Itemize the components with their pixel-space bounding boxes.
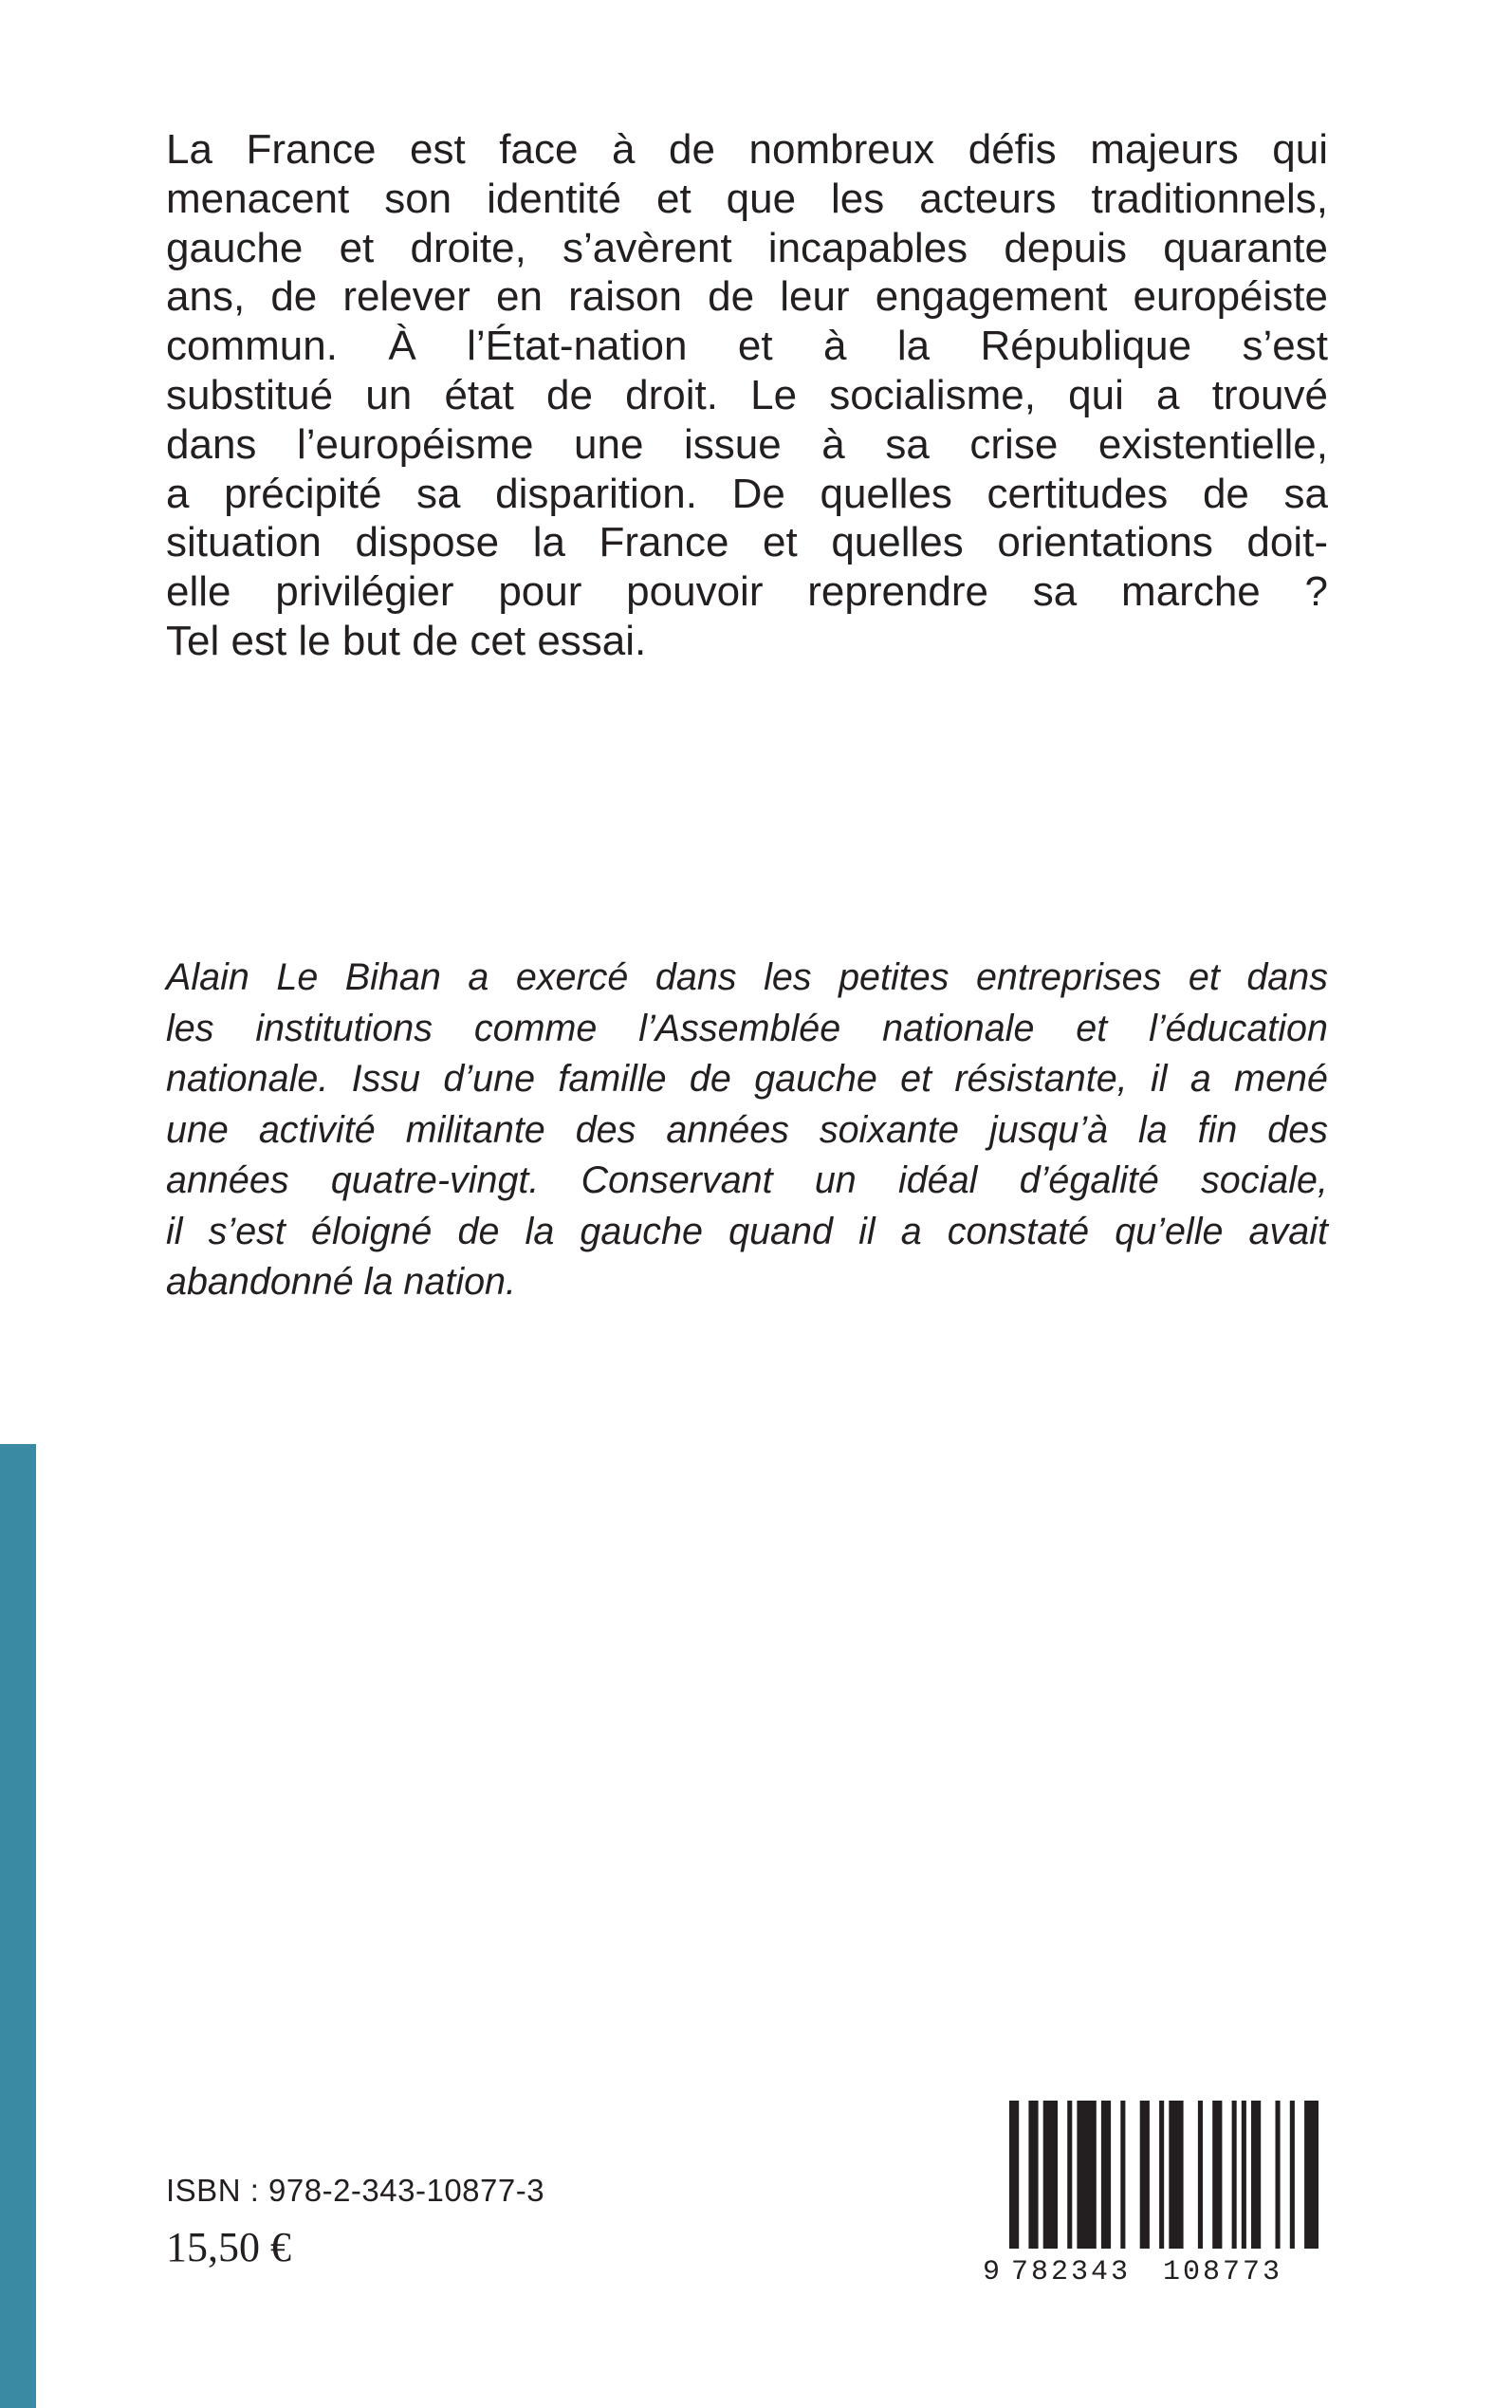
blurb-line: substitué un état de droit. Le socialisme, qui a trouvé [166,371,1328,418]
blurb-line: situation dispose la France et quelles orientations doit- [166,519,1328,566]
barcode-left-digits: 782343 [1011,2256,1132,2287]
isbn-label: ISBN : 978-2-343-10877-3 [166,2173,545,2208]
barcode-bar [1159,2101,1164,2249]
barcode-bar [1101,2101,1111,2249]
barcode-bars [1009,2101,1318,2249]
bio-line: les institutions comme l’Assemblée nationale et l’éducation [166,1007,1328,1049]
back-cover-blurb [166,125,1328,666]
cover-side-band [0,1444,36,2408]
barcode [977,2097,1318,2287]
price-label: 15,50 € [166,2224,291,2270]
barcode-bar [1043,2101,1058,2249]
bio-first-line-text: a exercé dans les petites entreprises et dans [468,956,1328,998]
barcode-bar [1242,2101,1246,2249]
barcode-bar [1077,2101,1096,2249]
bio-line: années quatre-vingt. Conservant un idéal d’égalité sociale, [166,1159,1328,1201]
blurb-line: Tel est le but de cet essai. [166,617,647,664]
barcode-bar [1169,2101,1183,2249]
bio-line [166,953,1328,1004]
barcode-right-digits: 108773 [1163,2256,1283,2287]
blurb-line: a précipité sa disparition. De quelles certitudes de sa [166,470,1328,517]
author-bio [166,953,1328,1308]
blurb-line: commun. À l’État-nation et à la République s’est [166,323,1328,370]
author-name: Alain Le Bihan [166,956,441,998]
barcode-bar [1120,2101,1125,2249]
barcode-bar [1009,2101,1019,2249]
barcode-bar [1067,2101,1072,2249]
bio-line: une activité militante des années soixante jusqu’à la fin des [166,1108,1328,1151]
barcode-bar [1276,2101,1281,2249]
barcode-bar [1140,2101,1150,2249]
blurb-line: elle privilégier pour pouvoir reprendre sa marche ? [166,568,1328,616]
blurb-line: gauche et droite, s’avèrent incapables depuis quarante [166,224,1328,271]
blurb-line: La France est face à de nombreux défis majeurs qui [166,126,1328,173]
barcode-bar [1232,2101,1237,2249]
bio-line: abandonné la nation. [166,1261,517,1303]
barcode-bar [1198,2101,1203,2249]
barcode-first-digit: 9 [983,2256,1001,2287]
bio-line: nationale. Issu d’une famille de gauche et résistante, il a mené [166,1058,1328,1100]
barcode-bar [1290,2101,1295,2249]
barcode-bar [1212,2101,1222,2249]
bio-line: il s’est éloigné de la gauche quand il a constaté qu’elle avait [166,1210,1328,1252]
blurb-line: dans l’européisme une issue à sa crise existentielle, [166,420,1328,468]
blurb-line: ans, de relever en raison de leur engagement européiste [166,273,1328,321]
barcode-bar [1251,2101,1261,2249]
blurb-line: menacent son identité et que les acteurs traditionnels, [166,175,1328,222]
barcode-bar [1304,2101,1318,2249]
barcode-bar [1028,2101,1038,2249]
